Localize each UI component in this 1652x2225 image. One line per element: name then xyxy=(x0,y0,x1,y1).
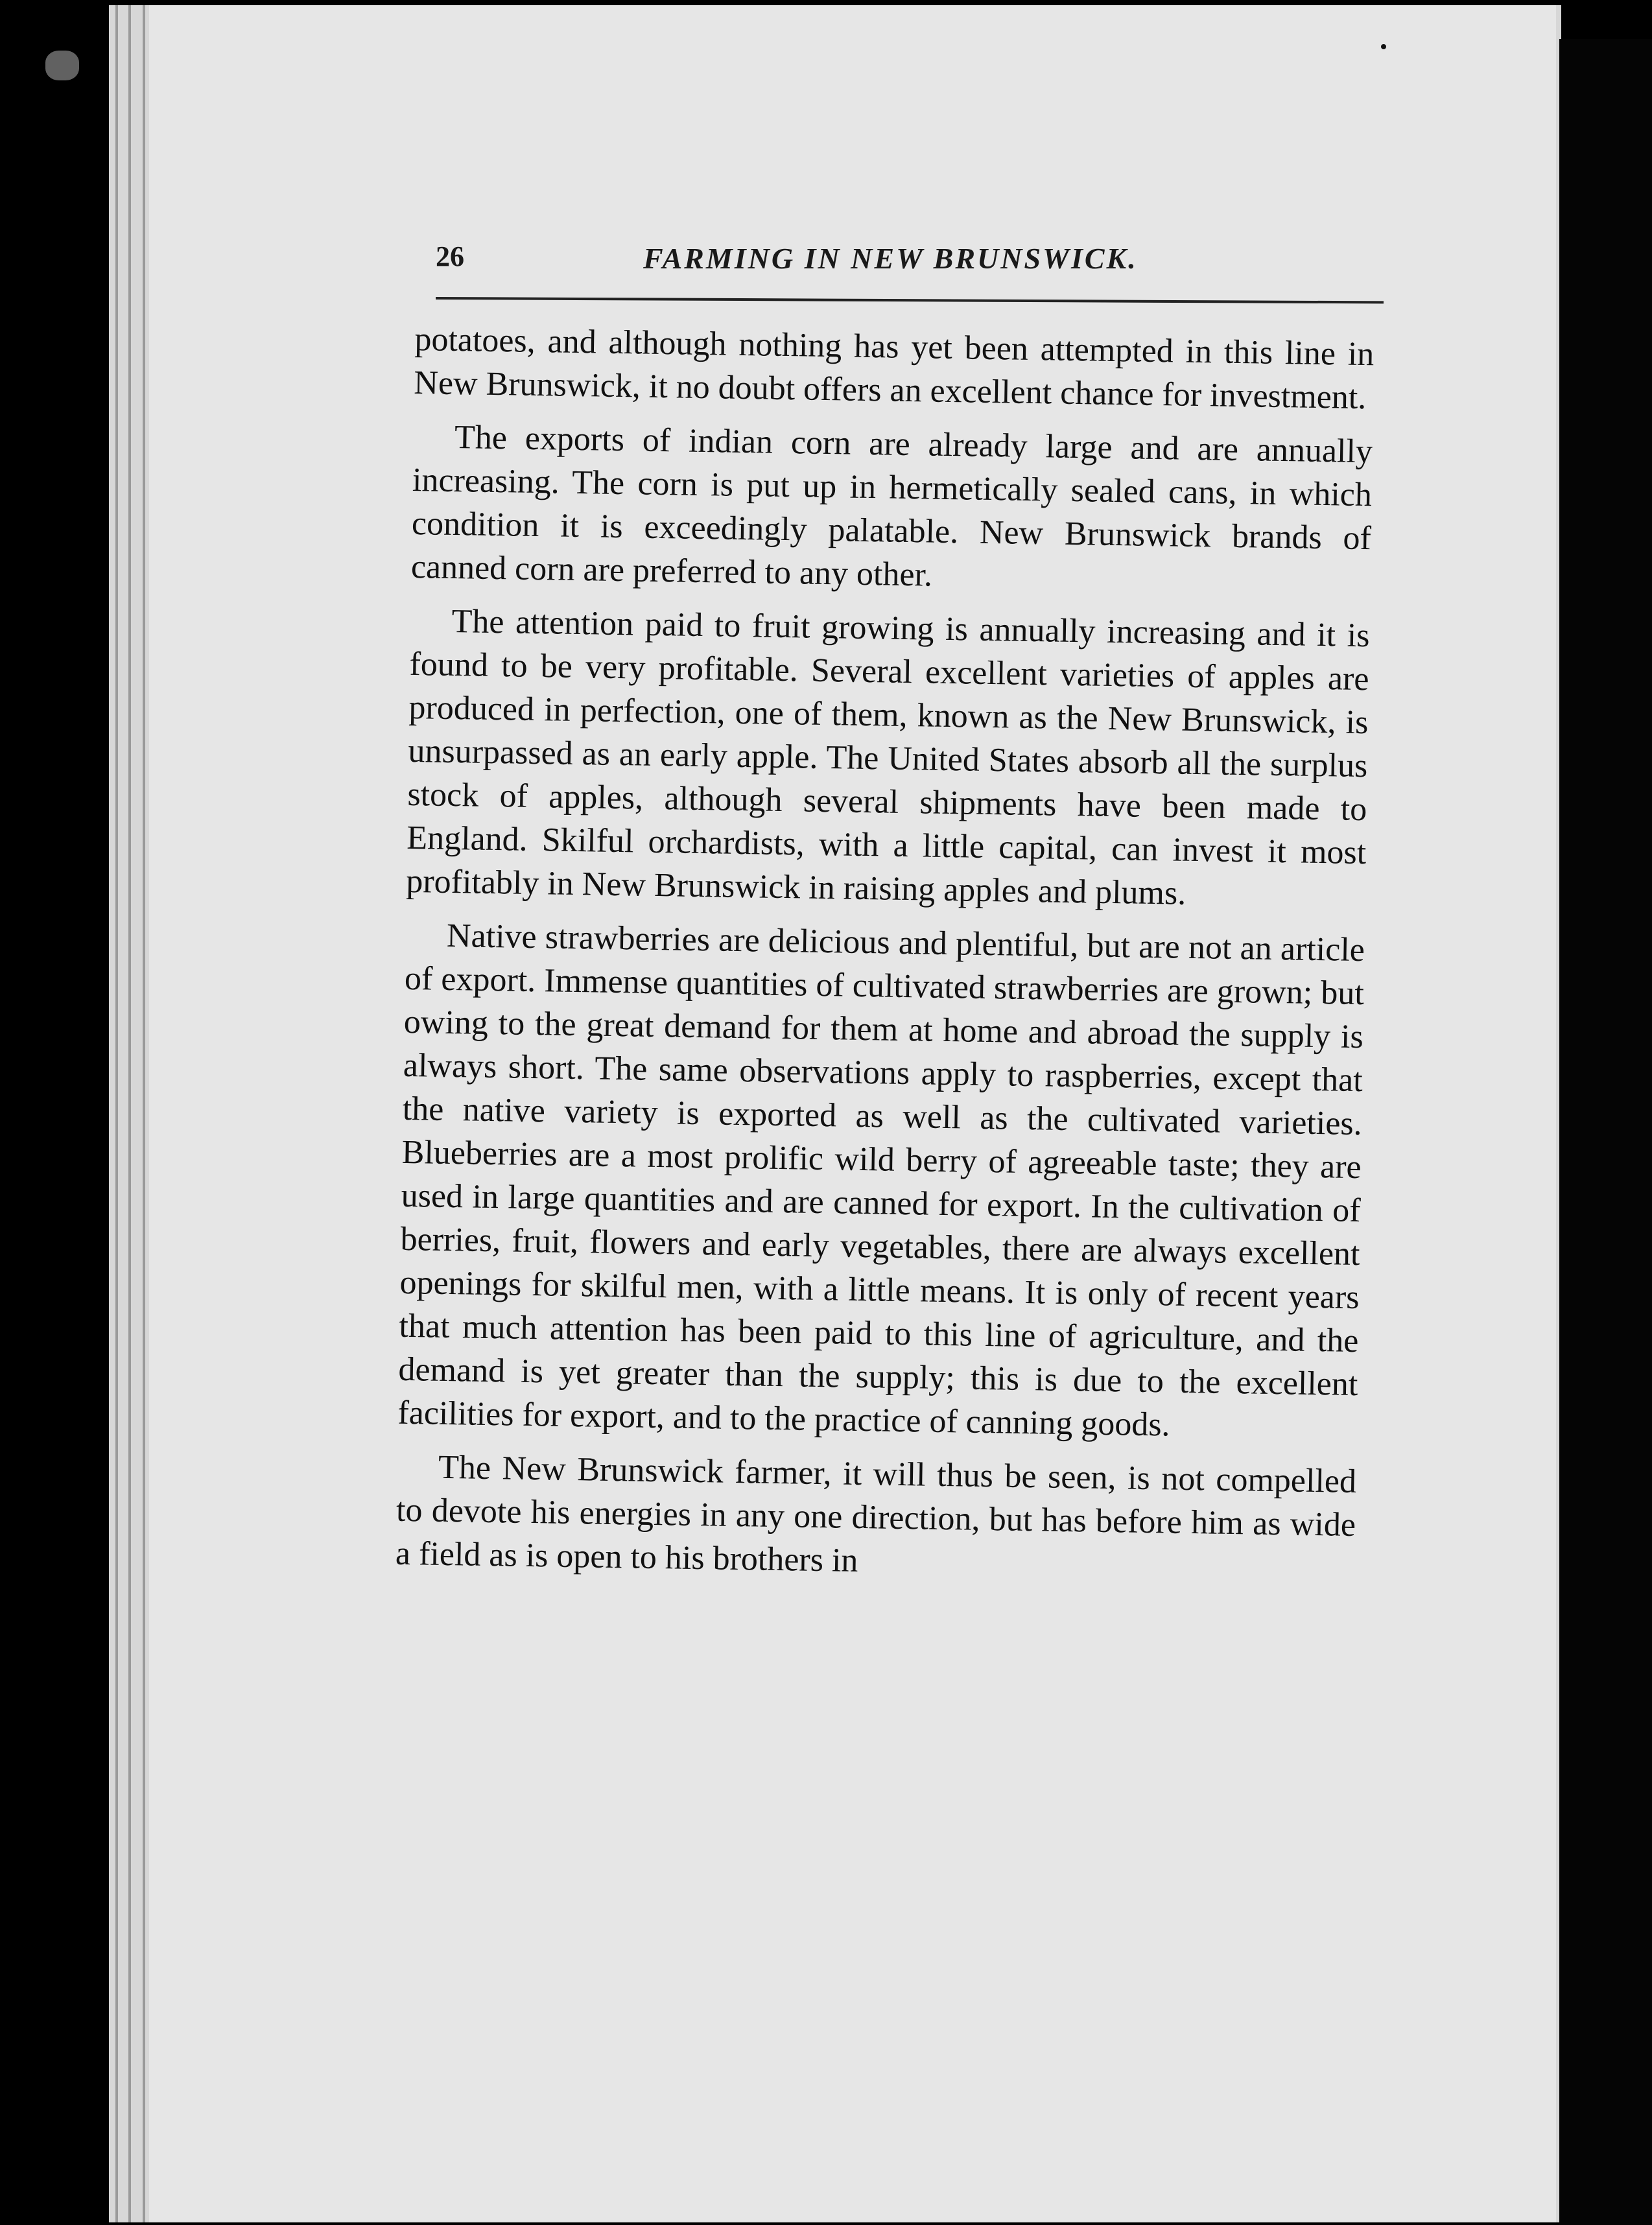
next-page-shadow xyxy=(1559,39,1652,2225)
ink-dot xyxy=(1381,44,1386,49)
page-header xyxy=(436,240,1384,298)
page-number: 26 xyxy=(436,241,464,272)
page-edge-line xyxy=(115,5,118,2222)
paragraph: The attention paid to fruit growing is annually increasing and it is found to be very profitable. Several excellent varieties of apples are produced in perfection, one of them, known as the New Brunswick, is unsurpassed as an early apple. The United States absorb all the surplus stock of apples, although several shipments have been made to England. Skilful orchardists, with a little capital, can invest it most profitably in New Brunswick in raising apples and plums. xyxy=(405,602,1370,912)
paragraph: Native strawberries are delicious and plentiful, but are not an article of export. Immense quantities of cultivated strawberries are grown; but owing to the great demand for them at home and abroad the supply is always short. The same observations apply to raspberries, except that the native variety is exported as well as the cultivated varieties. Blueberries are a most prolific wild berry of agreeable taste; they are used in large quantities and are canned for export. In the cultivation of berries, fruit, flowers and early vegetables, there are always excellent openings for skilful men, with a little means. It is only of recent years that much attention has been paid to this line of agriculture, and the demand is yet greater than the supply; this is due to the excellent facilities for export, and to the practice of canning goods. xyxy=(397,917,1365,1444)
paragraph: The New Brunswick farmer, it will thus be seen, is not compelled to devote his energies in any one direction, but has before him as wide a field as is open to his brothers in xyxy=(395,1448,1357,1579)
page-edge-line xyxy=(128,5,131,2222)
paragraph: The exports of indian corn are already large and are annually increasing. The corn is put up in hermetically sealed cans, in which condition it is exceedingly palatable. New Brunswick brands of canned corn are preferred to any other. xyxy=(410,418,1373,594)
scan-blemish xyxy=(45,51,79,80)
running-head: FARMING IN NEW BRUNSWICK. xyxy=(643,242,1138,275)
paragraph: potatoes, and although nothing has yet been attempted in this line in New Brunswick, it no doubt offers an excellent chance for investment. xyxy=(413,320,1375,417)
page-edge-line xyxy=(143,5,145,2222)
body-text xyxy=(395,318,1375,1601)
